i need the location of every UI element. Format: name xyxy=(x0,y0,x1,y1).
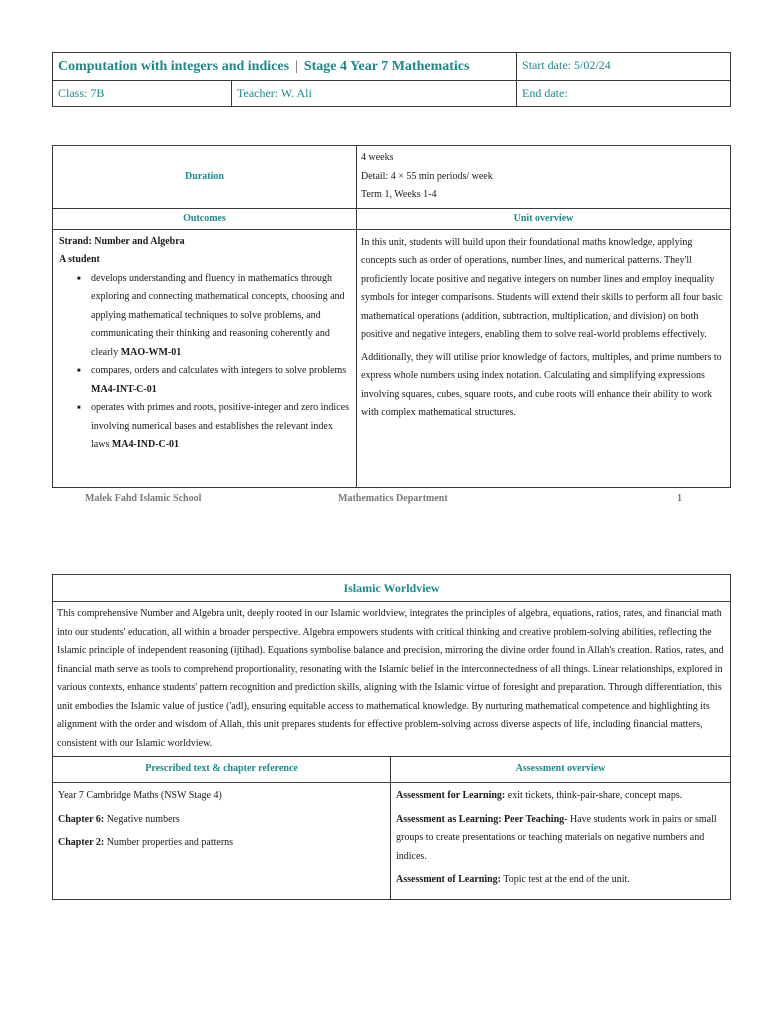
duration-value xyxy=(357,146,731,209)
bullet-icon: ■ xyxy=(77,405,81,411)
chapter-reference xyxy=(58,811,385,830)
duration-label: Duration xyxy=(53,146,357,209)
end-date: End date: xyxy=(517,81,731,107)
teacher-label: Teacher: W. Ali xyxy=(232,81,517,107)
footer-department: Mathematics Department xyxy=(338,493,448,504)
outcome-code: MAO-WM-01 xyxy=(120,346,182,358)
overview-table xyxy=(52,145,731,488)
title-separator: | xyxy=(295,59,298,74)
duration-detail: Detail: 4 × 55 min periods/ week xyxy=(361,170,493,182)
outcome-code: MA4-INT-C-01 xyxy=(91,383,157,395)
outcome-text: compares, orders and calculates with integers to solve problems xyxy=(91,365,347,376)
student-intro: A student xyxy=(59,254,100,265)
outcome-text: operates with primes and roots, positive-integer and zero indices involving numerical bases and establishes the relevant index laws xyxy=(91,402,349,450)
assessment-item xyxy=(396,871,725,890)
unit-overview-heading: Unit overview xyxy=(357,208,731,229)
outcome-text: develops understanding and fluency in mathematics through exploring and connecting mathematical concepts, choosing and applying mathematical techniques to solve problems, and communicating their thinking and reasoning coherently and clearly xyxy=(91,272,345,358)
assessment-label: Assessment for Learning: xyxy=(396,790,506,801)
unit-stage: Stage 4 Year 7 Mathematics xyxy=(303,59,470,74)
outcomes-list xyxy=(59,270,350,455)
duration-term: Term 1, Weeks 1-4 xyxy=(361,189,437,200)
assessment-label: Assessment as Learning: Peer Teaching- xyxy=(396,813,568,825)
chapter-label: Chapter 6: xyxy=(58,813,105,825)
textbook-name: Year 7 Cambridge Maths (NSW Stage 4) xyxy=(58,790,222,801)
islamic-worldview-body: This comprehensive Number and Algebra unit, deeply rooted in our Islamic worldview, integrates the principles of algebra, equations, ratios, rates, and financial math into our students' education, all within a broader perspective. Algebra empowers students with critical thinking and creative problem-solving abilities, reflecting the Islamic principle of independent reasoning (ijtihad). Equations symbolise balance and precision, mirroring the divine order found in Allah's creation. Ratios, rates, and financial math serve as tools to comprehend proportionality, resonating with the Islamic belief in the interconnectedness of all things. Linear relationships, explored in various contexts, enhance students' pattern recognition and prediction skills, aligning with the Islamic virtue of foresight and preparation. Through differentiation, this unit embodies the Islamic value of justice ('adl), ensuring equitable access to mathematical knowledge. By nurturing mathematical competence and highlighting its alignment with the order and wisdom of Allah, this unit prepares students for effective problem-solving across diverse aspects of life, including financial matters, consistent with our Islamic worldview. xyxy=(53,602,731,757)
bullet-icon: ■ xyxy=(77,275,81,282)
duration-weeks: 4 weeks xyxy=(361,152,394,163)
outcomes-heading: Outcomes xyxy=(53,208,357,229)
assessment-cell xyxy=(391,783,731,900)
unit-overview-cell xyxy=(357,229,731,487)
assessment-item xyxy=(396,811,725,867)
chapter-label: Chapter 2: xyxy=(58,837,105,848)
worldview-table xyxy=(52,574,731,900)
assessment-heading: Assessment overview xyxy=(391,757,731,783)
assessment-text: exit tickets, think-pair-share, concept maps. xyxy=(505,790,683,801)
assessment-item xyxy=(396,787,725,806)
prescribed-text-heading: Prescribed text & chapter reference xyxy=(53,757,391,783)
prescribed-text-cell xyxy=(53,783,391,900)
unit-title-cell xyxy=(53,53,517,81)
outcome-item xyxy=(59,362,350,399)
start-date: Start date: 5/02/24 xyxy=(517,53,731,81)
overview-paragraph: Additionally, they will utilise prior knowledge of factors, multiples, and prime numbers to express whole numbers using index notation. Calculating and simplifying expressions involving squares, cubes, square roots, and cube roots will enhance their ability to work with complex mathematical structures. xyxy=(361,351,722,418)
strand-label: Strand: Number and Algebra xyxy=(59,235,185,247)
chapter-title: Negative numbers xyxy=(104,813,180,825)
footer-school: Malek Fahd Islamic School xyxy=(85,493,202,504)
chapter-reference xyxy=(58,834,385,853)
outcome-code: MA4-IND-C-01 xyxy=(111,439,180,450)
bullet-icon: ■ xyxy=(77,368,81,374)
overview-paragraph: In this unit, students will build upon their foundational maths knowledge, applying concepts such as order of operations, number lines, and numerical patterns. They'll proficiently locate positive and negative integers on number lines and employ inequality symbols for integer comparisons. Students will extend their skills to perform all four basic mathematical operations (addition, subtraction, multiplication, and division) on both positive and negative integers, enabling them to solve real-world problems effectively. xyxy=(361,236,723,340)
footer-page-number: 1 xyxy=(677,493,682,504)
assessment-text: Topic test at the end of the unit. xyxy=(501,874,630,885)
class-label: Class: 7B xyxy=(53,81,232,107)
islamic-worldview-heading: Islamic Worldview xyxy=(53,575,731,602)
assessment-label: Assessment of Learning: xyxy=(396,874,501,885)
chapter-title: Number properties and patterns xyxy=(104,837,234,848)
outcomes-cell xyxy=(53,229,357,487)
unit-title: Computation with integers and indices xyxy=(58,59,290,74)
outcome-item xyxy=(59,399,350,455)
outcome-item xyxy=(59,270,350,363)
assessment-text: Have students work in pairs or small groups to create presentations or teaching materials on negative numbers and indices. xyxy=(396,813,717,862)
header-table xyxy=(52,52,731,107)
